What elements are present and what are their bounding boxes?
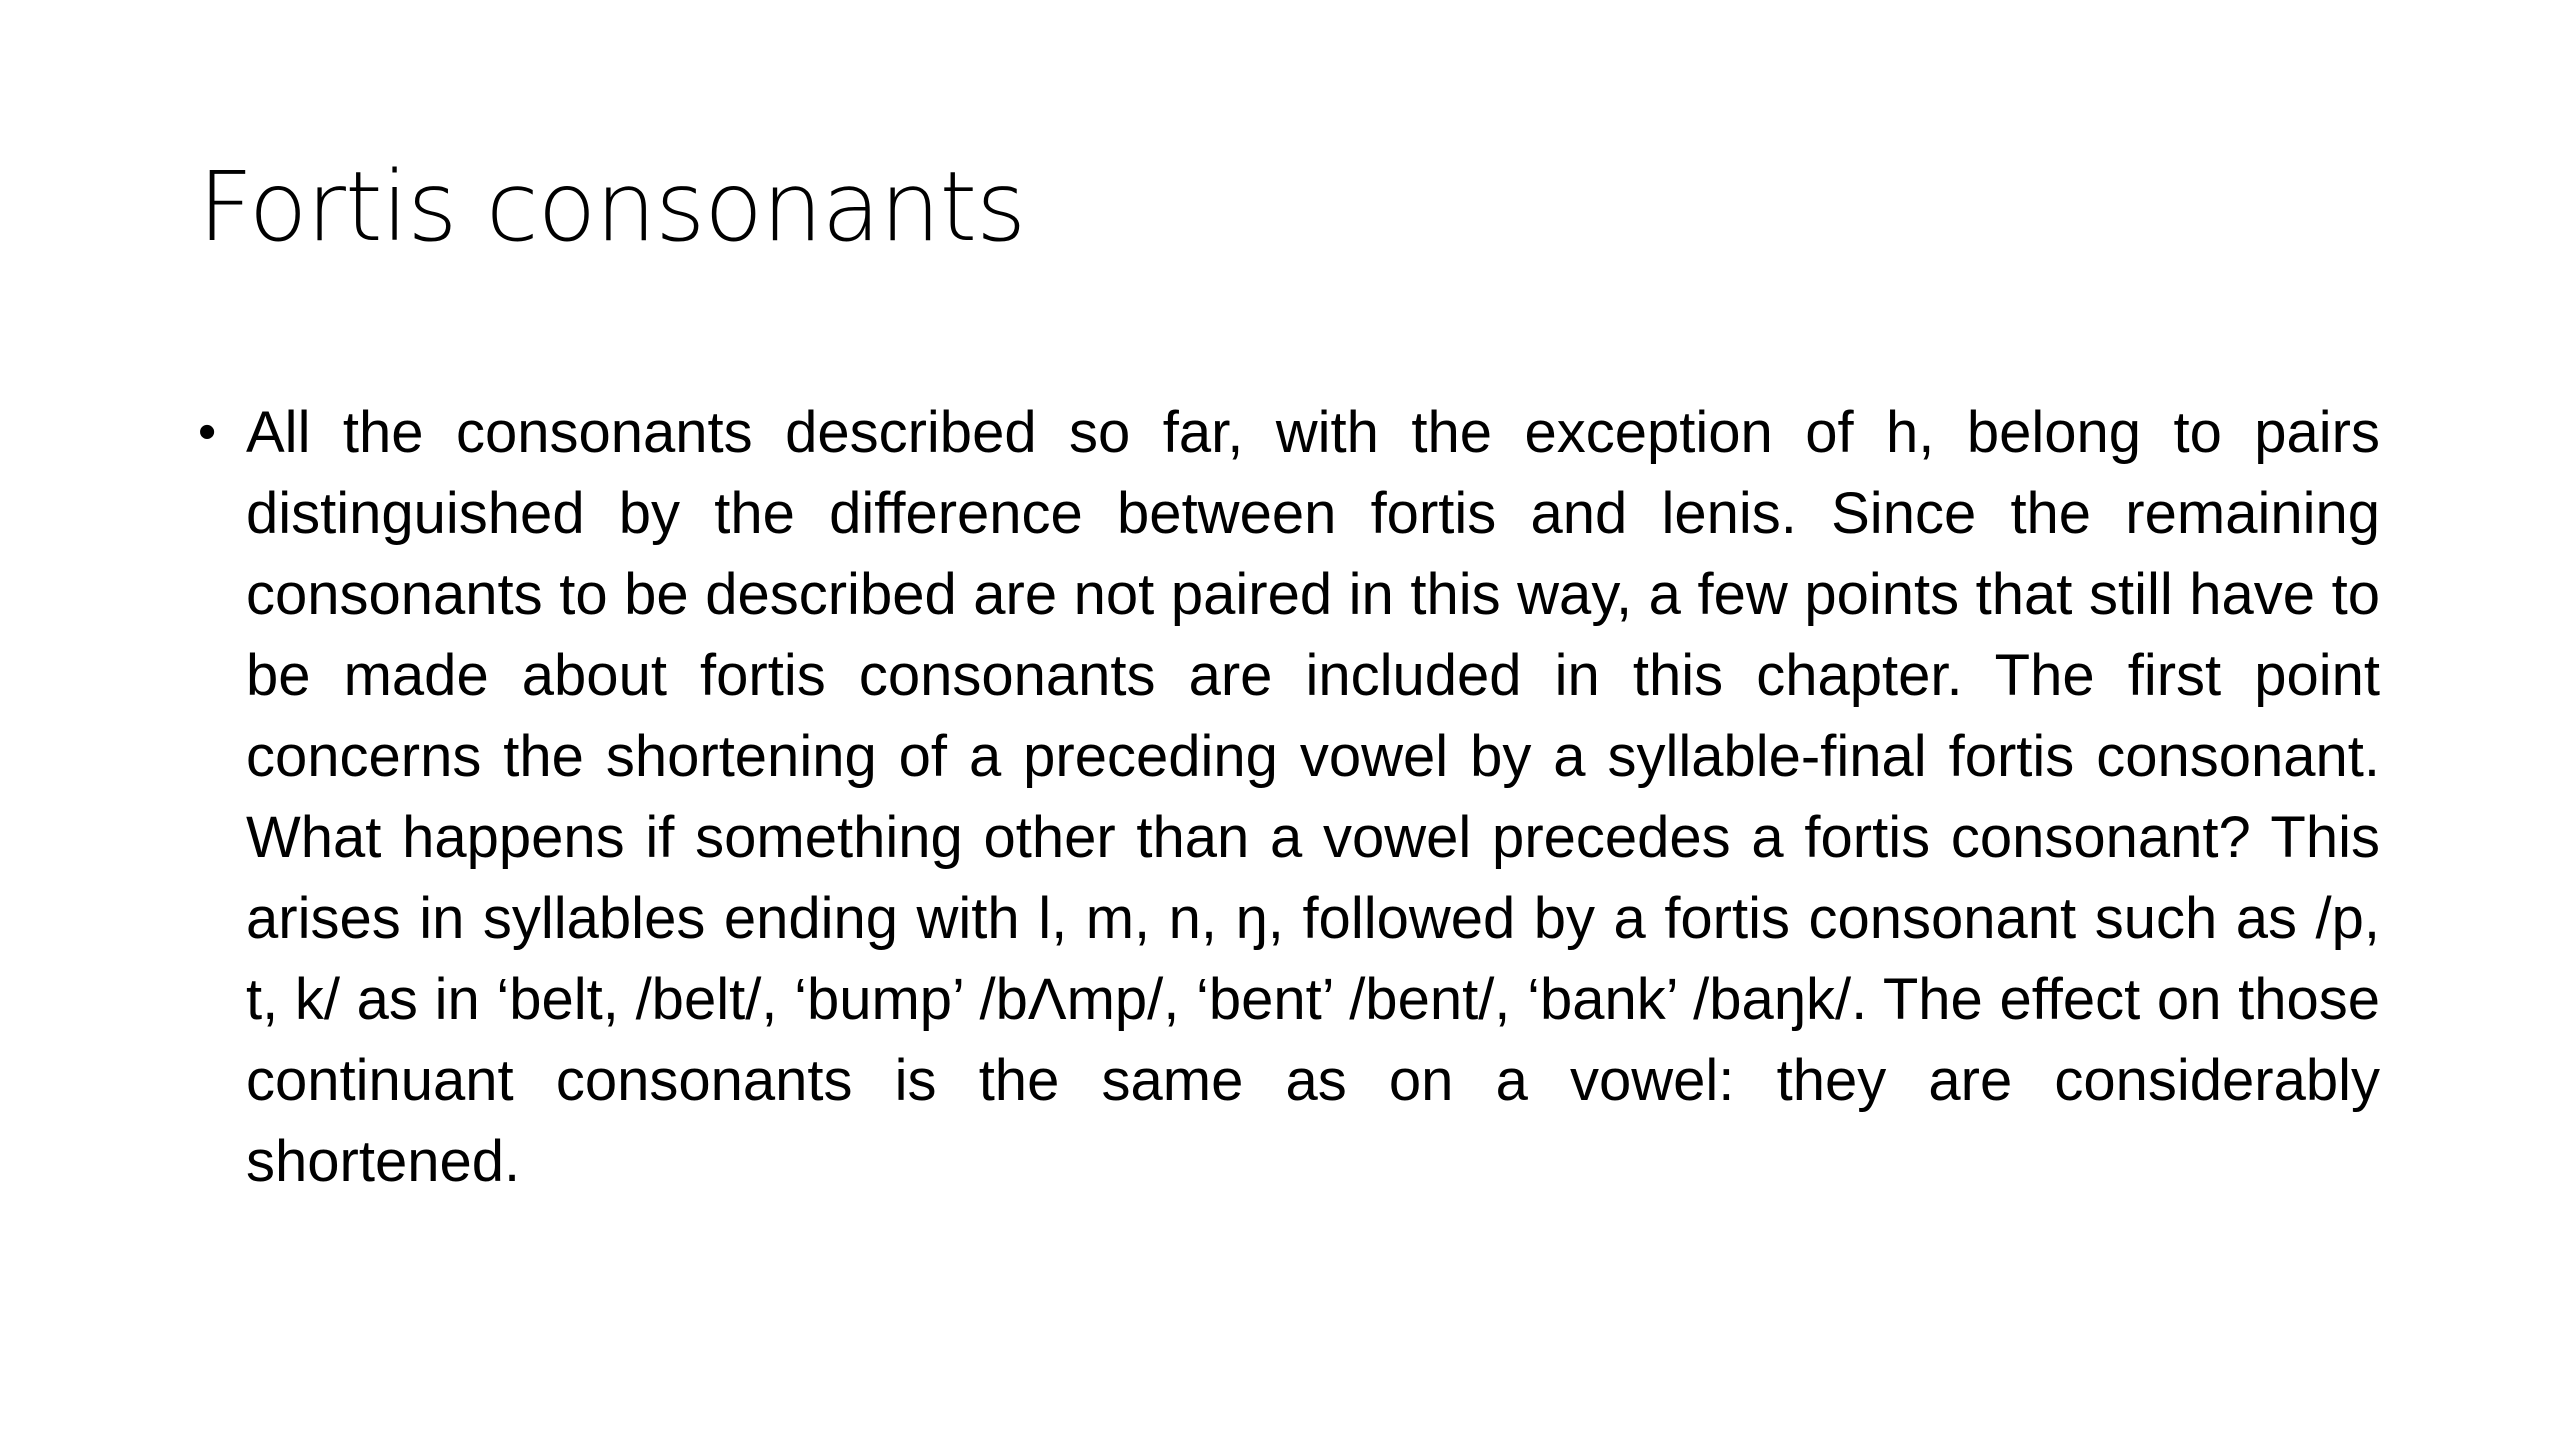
bullet-text: All the consonants described so far, with the exception of h, belong to pairs distinguished by the difference between fortis and lenis. Since the remaining consonants to be described are not paired in this way, a few points that still have to be made about fortis consonants are included in this chapter. The first point concerns the shortening of a preceding vowel by a syllable-final fortis consonant. What happens if something other than a vowel precedes a fortis consonant? This arises in syllables ending with l, m, n, ŋ, followed by a fortis consonant such as /p, t, k/ as in ‘belt, /belt/, ‘bump’ /bɅmp/, ‘bent’ /bent/, ‘bank’ /baŋk/. The effect on those continuant consonants is the same as on a vowel: they are considerably shortened. [246,400,2380,1194]
slide-title: Fortis consonants [198,151,1026,263]
bullet-item [198,392,2380,1202]
bullet-list [198,392,2380,1202]
bullet-marker: • [198,403,217,461]
